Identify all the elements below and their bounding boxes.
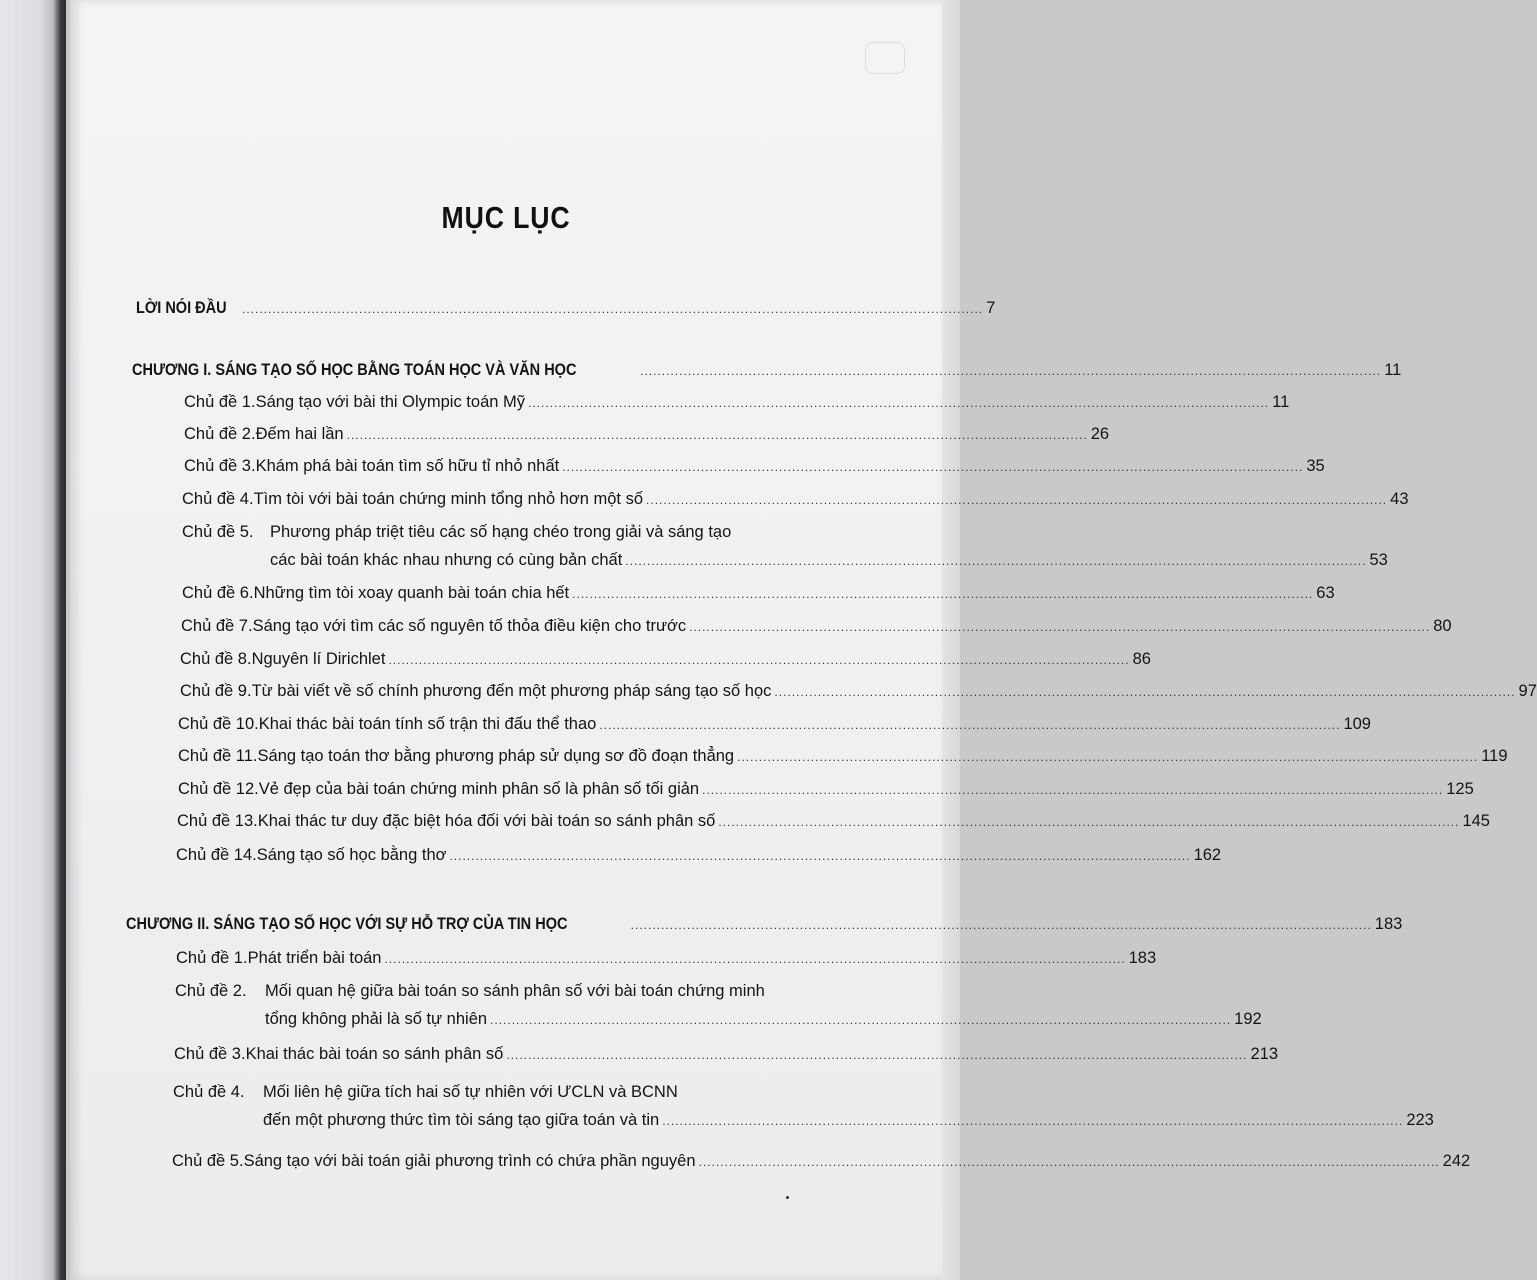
entry-title-text: Nguyên lí Dirichlet [251,650,386,668]
entry-title-text: Khai thác tư duy đặc biệt hóa đối với bài toán so sánh phân số [257,812,716,830]
leader-dots: ........................................................................................................................................................................... [640,364,1382,378]
entry-title-text: Những tìm tòi xoay quanh bài toán chia hết [253,584,570,602]
leader-dots: ........................................................................................................................................................................... [384,952,1126,966]
leader-dots: ........................................................................................................................................................................... [242,302,984,316]
topic-number: Chủ đề 10. [178,715,259,733]
entry-title [257,845,447,865]
leader-dots: ........................................................................................................................................................................... [774,685,1516,699]
entry-title-text: Sáng tạo với bài toán giải phương trình có chứa phần nguyên [243,1152,696,1170]
entry-title [263,1110,659,1130]
entry-title [270,550,622,570]
entry-title [259,779,699,799]
preface-label [136,298,239,318]
entry-title [258,811,716,831]
entry-title-text: CHƯƠNG II. SÁNG TẠO SỐ HỌC VỚI SỰ HỖ TRỢ CỦA TIN HỌC [126,915,568,933]
page-number: 183 [1374,915,1403,933]
toc-topic-row [180,647,1151,669]
topic-number: Chủ đề 6. [182,584,254,602]
toc-chapter-2 [126,912,1403,934]
entry-title-text: Tìm tòi với bài toán chứng minh tổng nhỏ hơn một số [253,490,644,508]
entry-title-text: các bài toán khác nhau nhưng có cùng bản chất [270,551,623,569]
leader-dots: ........................................................................................................................................................................... [737,750,1479,764]
page-number: 125 [1446,780,1474,798]
leader-dots: ........................................................................................................................................................................... [698,1155,1440,1169]
entry-title: Phương pháp triệt tiêu các số hạng chéo trong giải và sáng tạo [270,523,732,541]
topic-number: Chủ đề 4. [173,1083,245,1101]
entry-title-text: Khai thác bài toán tính số trận thi đấu thể thao [258,715,597,733]
entry-title-text: đến một phương thức tìm tòi sáng tạo giữa toán và tin [263,1111,660,1129]
leader-dots: ........................................................................................................................................................................... [702,783,1444,797]
toc-topic-row [178,777,1474,799]
topic-number: Chủ đề 2. [184,425,256,443]
leader-dots: ........................................................................................................................................................................... [490,1013,1232,1027]
topic-number: Chủ đề 5. [172,1152,244,1170]
toc-topic-row [172,1149,1471,1171]
topic-number: Chủ đề 13. [177,812,258,830]
entry-title-text: Đếm hai lần [255,425,344,443]
toc-topic-row [182,581,1335,603]
toc-topic-row [176,946,1157,968]
entry-title-text: Khai thác bài toán so sánh phân số [245,1045,504,1063]
page-title: MỤC LỤC [441,200,571,235]
entry-title-text: Vẻ đẹp của bài toán chứng minh phân số là phân số tối giản [258,780,700,798]
page-number: 223 [1406,1111,1434,1129]
page-number: 53 [1369,551,1388,569]
entry-title-text: Khám phá bài toán tìm số hữu tỉ nhỏ nhất [255,457,560,475]
leader-dots: ........................................................................................................................................................................... [388,653,1130,667]
leader-dots: ........................................................................................................................................................................... [599,718,1341,732]
leader-dots: ........................................................................................................................................................................... [662,1114,1404,1128]
page-number: 43 [1390,490,1409,508]
toc-topic-row [175,979,872,1001]
leader-dots: ........................................................................................................................................................................... [506,1048,1248,1062]
entry-title-text: tổng không phải là số tự nhiên [265,1010,488,1028]
entry-title-text: Từ bài viết về số chính phương đến một phương pháp sáng tạo số học [251,682,772,700]
page-number: 119 [1481,747,1508,765]
leader-dots: ........................................................................................................................................................................... [562,460,1304,474]
topic-number: Chủ đề 1. [184,393,256,411]
topic-number: Chủ đề 8. [180,650,252,668]
toc-topic-row [184,422,1110,444]
topic-number: Chủ đề 3. [184,457,256,475]
toc-topic-row [182,520,872,542]
entry-title [252,681,772,701]
page-number: 26 [1090,425,1110,443]
entry-title [253,616,687,636]
toc-topic-row [177,809,1490,831]
book-page [70,0,1537,1280]
leader-dots: ........................................................................................................................................................................... [449,849,1191,863]
page-number: 192 [1234,1010,1262,1028]
entry-title-text: Phát triển bài toán [247,949,382,967]
entry-title [256,456,560,476]
toc-topic-row [184,454,1325,476]
leader-dots: ........................................................................................................................................................................... [718,815,1460,829]
entry-title [265,1009,487,1029]
toc-preface [136,296,996,318]
topic-number: Chủ đề 7. [181,617,253,635]
leader-dots: ........................................................................................................................................................................... [346,428,1088,442]
page-number: 11 [1272,393,1290,411]
toc-chapter-1 [132,358,1402,380]
entry-title-text: LỜI NÓI ĐẦU [136,299,227,317]
entry-title [256,424,344,444]
page-number: 145 [1462,812,1490,830]
entry-title-text: Sáng tạo số học bằng thơ [256,846,447,864]
toc-topic-row [181,614,1452,636]
toc-topic-row [180,679,1537,701]
entry-title [254,489,643,509]
page-number: 213 [1250,1045,1278,1063]
toc-topic-row-continued [265,1007,1262,1029]
entry-title [256,392,525,412]
leader-dots: ........................................................................................................................................................................... [572,587,1314,601]
entry-title [254,583,570,603]
page-number: 109 [1343,715,1371,733]
page-number: 80 [1433,617,1452,635]
chapter-title [126,914,628,934]
entry-title [246,1044,504,1064]
leader-dots: ........................................................................................................................................................................... [630,918,1372,932]
topic-number: Chủ đề 11. [178,747,258,765]
page-number: 162 [1193,846,1222,864]
leader-dots: ........................................................................................................................................................................... [646,493,1388,507]
toc-topic-row [182,487,1409,509]
topic-number: Chủ đề 9. [180,682,252,700]
topic-number: Chủ đề 14. [176,846,257,864]
entry-title-text: Sáng tạo với bài thi Olympic toán Mỹ [255,393,526,411]
page-edge [940,0,960,1280]
entry-title-text: Sáng tạo toán thơ bằng phương pháp sử dụng sơ đồ đoạn thẳng [257,747,735,765]
toc-topic-row [174,1042,1278,1064]
page-number: 183 [1128,949,1157,967]
topic-number: Chủ đề 1. [176,949,248,967]
book-spine [0,0,66,1280]
toc-topic-row [178,744,1508,766]
toc-topic-row-continued [270,548,1388,570]
topic-number: Chủ đề 5. [182,523,254,541]
topic-number: Chủ đề 3. [174,1045,246,1063]
page-number: 86 [1132,650,1151,668]
entry-title: Mối quan hệ giữa bài toán so sánh phân số với bài toán chứng minh [265,982,765,1000]
entry-title [248,948,382,968]
page-number: 63 [1316,584,1335,602]
leader-dots: ........................................................................................................................................................................... [625,554,1367,568]
page-number: 242 [1442,1152,1471,1170]
chapter-title [132,360,637,380]
entry-title-text: CHƯƠNG I. SÁNG TẠO SỐ HỌC BẰNG TOÁN HỌC VÀ VĂN HỌC [132,361,577,379]
topic-number: Chủ đề 2. [175,982,247,1000]
entry-title [258,746,735,766]
entry-title: Mối liên hệ giữa tích hai số tự nhiên với ƯCLN và BCNN [263,1083,678,1101]
page-number: 97 [1518,682,1537,700]
page-number: 7 [986,299,996,317]
bleed-through-badge [865,42,905,74]
toc-topic-row [184,390,1290,412]
leader-dots: ........................................................................................................................................................................... [528,396,1270,410]
entry-title-text: Sáng tạo với tìm các số nguyên tố thỏa điều kiện cho trước [252,617,687,635]
page-number: 35 [1306,457,1325,475]
entry-title [252,649,386,669]
toc-topic-row [176,843,1222,865]
ink-speck [786,1196,789,1199]
page-number: 11 [1384,361,1402,379]
toc-topic-row [178,712,1371,734]
entry-title [244,1151,696,1171]
entry-title [259,714,597,734]
topic-number: Chủ đề 4. [182,490,254,508]
topic-number: Chủ đề 12. [178,780,259,798]
leader-dots: ........................................................................................................................................................................... [689,620,1431,634]
toc-topic-row-continued [263,1108,1434,1130]
toc-topic-row [173,1080,872,1102]
